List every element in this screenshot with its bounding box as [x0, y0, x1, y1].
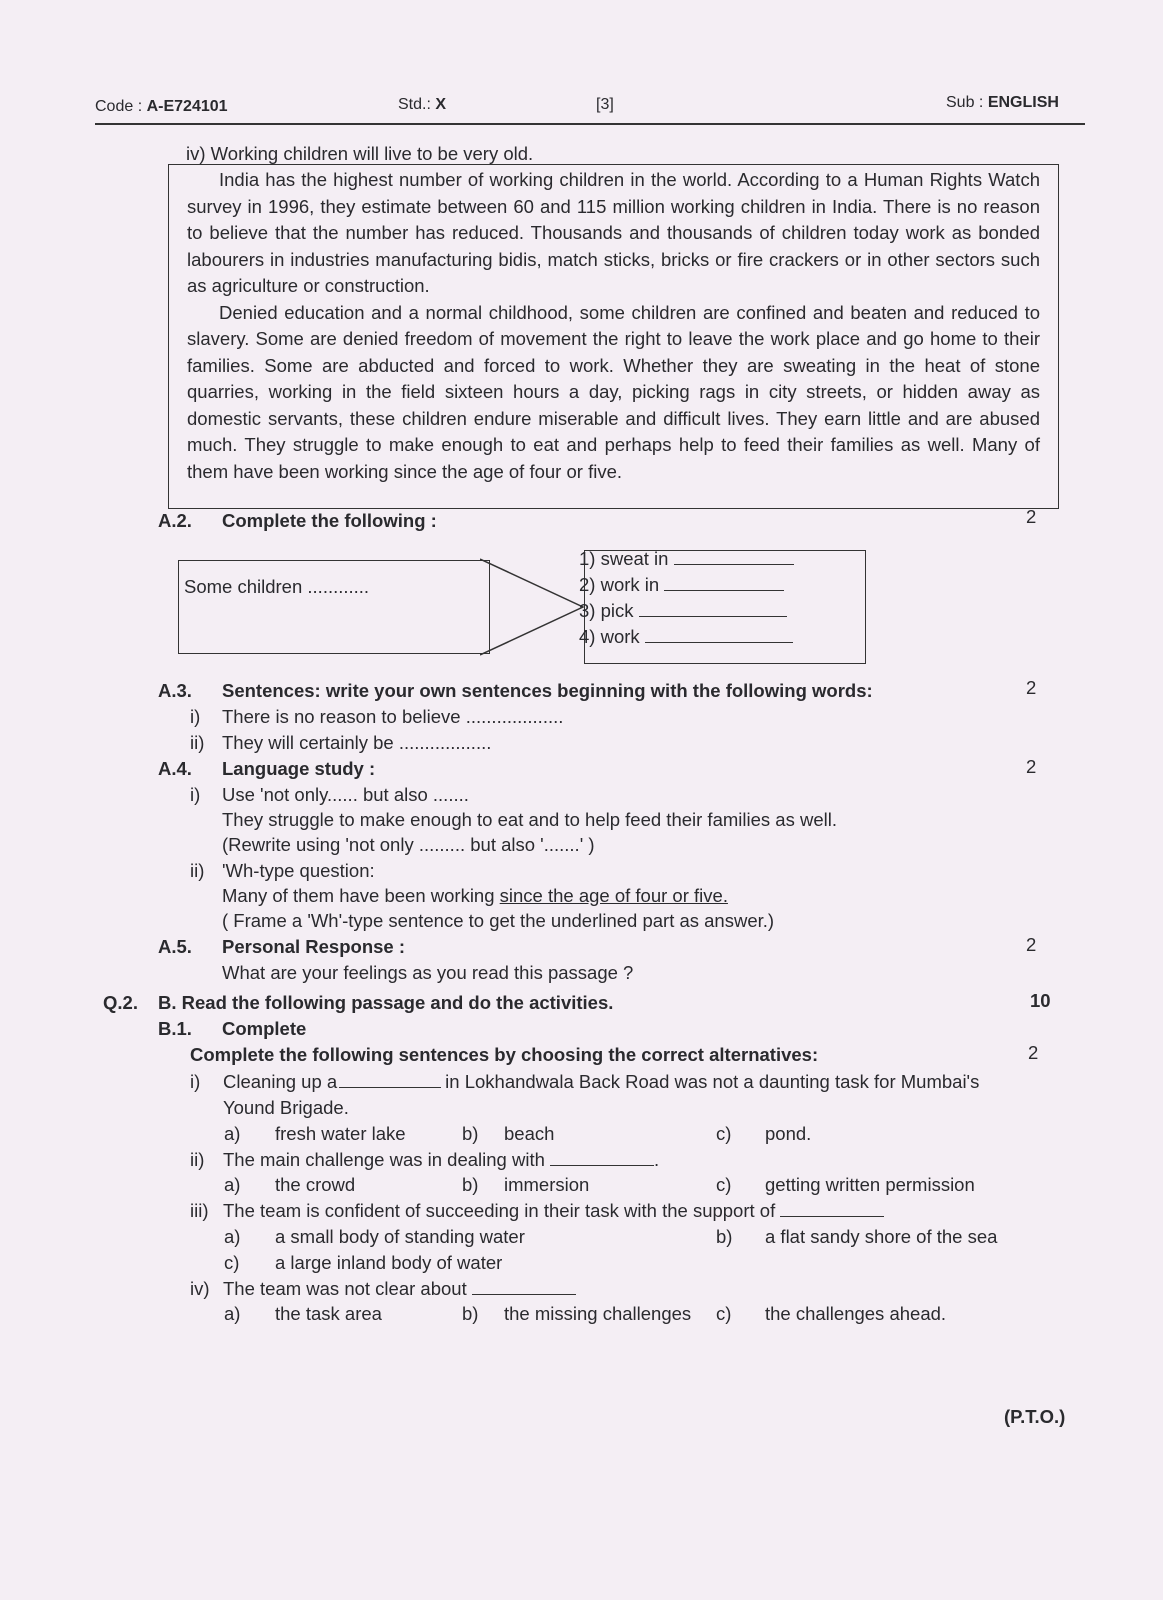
b1-q3-blank — [780, 1202, 884, 1217]
a4-i-instruction: (Rewrite using 'not only ......... but also '.......' ) — [222, 834, 595, 855]
b1-q2-blank — [550, 1151, 654, 1166]
code-value: A-E724101 — [146, 98, 228, 115]
b1-q4-blank — [472, 1280, 576, 1295]
a2-left-box — [178, 560, 490, 654]
a5-marks: 2 — [1026, 934, 1037, 955]
a4-ii-sentence-underlined: since the age of four or five. — [499, 885, 728, 906]
a5-number: A.5. — [158, 936, 192, 957]
passage-paragraph-2: Denied education and a normal childhood, some children are confined and beaten and reduced to slavery. Some are denied freedom of movement the right to leave the work place and go home to their families. Some are abducted and forced to work. Whether they are sweating in the heat of stone quarries, working in the field sixteen hours a day, picking rags in city streets, or hidden away as domestic servants, these children endure miserable and difficult lives. They earn little and are abused much. They struggle to make enough to eat and perhaps help to feed their families as well. Many of them have been working since the age of four or five. — [187, 301, 1040, 482]
b1-q3-stem — [223, 1200, 884, 1222]
b1-number: B.1. — [158, 1018, 192, 1039]
b1-q4-a-label: a) — [224, 1303, 241, 1324]
a2-blank-3 — [639, 602, 787, 617]
a4-title: Language study : — [222, 758, 376, 779]
b1-q2-num: ii) — [190, 1149, 205, 1170]
q2-title: B. Read the following passage and do the activities. — [158, 992, 614, 1013]
b1-q1-pre: Cleaning up a — [223, 1071, 338, 1092]
code-label: Code : — [95, 98, 143, 115]
a5-question: What are your feelings as you read this passage ? — [222, 962, 634, 983]
b1-q1-b-label: b) — [462, 1123, 479, 1144]
a4-ii-num: ii) — [190, 860, 205, 881]
a3-item-1-text: There is no reason to believe ................... — [222, 706, 564, 727]
b1-q4-a: the task area — [275, 1303, 382, 1324]
passage-paragraph-1: India has the highest number of working children in the world. According to a Human Rights Watch survey in 1996, they estimate between 60 and 115 million working children in India. There is no reason to believe that the number has reduced. Thousands and thousands of children today work as bonded labourers in industries manufacturing bidis, match sticks, bricks or fire crackers or in other sectors such as agriculture or construction. — [187, 169, 1040, 296]
a2-item-4 — [579, 626, 793, 648]
a4-ii-sentence — [222, 885, 728, 907]
a4-marks: 2 — [1026, 756, 1037, 777]
a2-item-1-text: 1) sweat in — [579, 548, 669, 569]
b1-q4-c-label: c) — [716, 1303, 732, 1324]
pto-footer: (P.T.O.) — [1004, 1406, 1066, 1427]
a2-item-4-text: 4) work — [579, 626, 640, 647]
b1-q3-b: a flat sandy shore of the sea — [765, 1226, 998, 1247]
b1-q3-b-label: b) — [716, 1226, 733, 1247]
b1-q2-pre: The main challenge was in dealing with — [223, 1149, 545, 1170]
b1-title: Complete — [222, 1018, 307, 1039]
a2-blank-1 — [674, 550, 794, 565]
b1-q2-post: . — [654, 1149, 660, 1170]
b1-instruction: Complete the following sentences by choosing the correct alternatives: — [190, 1044, 819, 1065]
a5-title: Personal Response : — [222, 936, 406, 957]
b1-q4-pre: The team was not clear about — [223, 1278, 467, 1299]
b1-q4-b-label: b) — [462, 1303, 479, 1324]
subject — [946, 94, 1059, 112]
a3-title: Sentences: write your own sentences beginning with the following words: — [222, 680, 873, 701]
a3-marks: 2 — [1026, 677, 1037, 698]
a4-number: A.4. — [158, 758, 192, 779]
exam-code — [95, 98, 228, 116]
a4-i-sentence: They struggle to make enough to eat and to help feed their families as well. — [222, 809, 837, 830]
b1-q2-b: immersion — [504, 1174, 590, 1195]
b1-q1-a-label: a) — [224, 1123, 241, 1144]
b1-q2-b-label: b) — [462, 1174, 479, 1195]
a2-blank-2 — [664, 576, 784, 591]
b1-q2-c-label: c) — [716, 1174, 732, 1195]
a4-i-title: Use 'not only...... but also ....... — [222, 784, 469, 805]
std-label: Std.: — [398, 96, 431, 113]
b1-q4-b: the missing challenges — [504, 1303, 692, 1324]
b1-q1-b: beach — [504, 1123, 555, 1144]
passage-box — [168, 164, 1059, 509]
b1-q1-post: in Lokhandwala Back Road was not a daunting task for Mumbai's — [445, 1071, 980, 1092]
a2-arrow-icon — [480, 558, 588, 656]
b1-q1-c-label: c) — [716, 1123, 732, 1144]
b1-q3-a: a small body of standing water — [275, 1226, 525, 1247]
q2-number: Q.2. — [103, 992, 138, 1013]
q2-marks: 10 — [1030, 990, 1051, 1011]
b1-q2-c: getting written permission — [765, 1174, 975, 1195]
b1-q2-a-label: a) — [224, 1174, 241, 1195]
b1-q4-c: the challenges ahead. — [765, 1303, 947, 1324]
b1-marks: 2 — [1028, 1042, 1039, 1063]
b1-q3-a-label: a) — [224, 1226, 241, 1247]
a2-item-3-text: 3) pick — [579, 600, 634, 621]
b1-q3-pre: The team is confident of succeeding in their task with the support of — [223, 1200, 776, 1221]
b1-q4-stem — [223, 1278, 576, 1300]
b1-q4-num: iv) — [190, 1278, 210, 1299]
standard — [398, 96, 446, 114]
a2-item-2 — [579, 574, 784, 596]
a2-item-1 — [579, 548, 794, 570]
b1-q1-blank — [339, 1073, 441, 1088]
a4-ii-instruction: ( Frame a 'Wh'-type sentence to get the underlined part as answer.) — [222, 910, 775, 931]
a2-item-2-text: 2) work in — [579, 574, 660, 595]
a1-option-iv: iv) Working children will live to be very old. — [186, 143, 534, 164]
a3-item-1-num: i) — [190, 706, 201, 727]
b1-q2-a: the crowd — [275, 1174, 356, 1195]
b1-q3-c: a large inland body of water — [275, 1252, 503, 1273]
b1-q1-stem — [223, 1071, 979, 1093]
std-value: X — [435, 96, 447, 113]
a4-ii-sentence-pre: Many of them have been working — [222, 885, 500, 906]
a2-blank-4 — [645, 628, 793, 643]
b1-q2-stem — [223, 1149, 659, 1171]
a2-number: A.2. — [158, 510, 192, 531]
b1-q3-c-label: c) — [224, 1252, 240, 1273]
a4-ii-title: 'Wh-type question: — [222, 860, 375, 881]
b1-q1-num: i) — [190, 1071, 201, 1092]
sub-label: Sub : — [946, 94, 984, 111]
b1-q3-num: iii) — [190, 1200, 209, 1221]
b1-q1-c: pond. — [765, 1123, 812, 1144]
a3-item-2-text: They will certainly be .................. — [222, 732, 492, 753]
a4-i-num: i) — [190, 784, 201, 805]
page-number: [3] — [596, 96, 614, 113]
a2-marks: 2 — [1026, 506, 1037, 527]
a2-item-3 — [579, 600, 787, 622]
b1-q1-cont: Yound Brigade. — [223, 1097, 349, 1118]
header-rule — [95, 123, 1085, 125]
a2-title: Complete the following : — [222, 510, 437, 531]
b1-q1-a: fresh water lake — [275, 1123, 406, 1144]
a2-left-text: Some children ............ — [184, 576, 370, 597]
a3-item-2-num: ii) — [190, 732, 205, 753]
sub-value: ENGLISH — [987, 94, 1059, 111]
a3-number: A.3. — [158, 680, 192, 701]
